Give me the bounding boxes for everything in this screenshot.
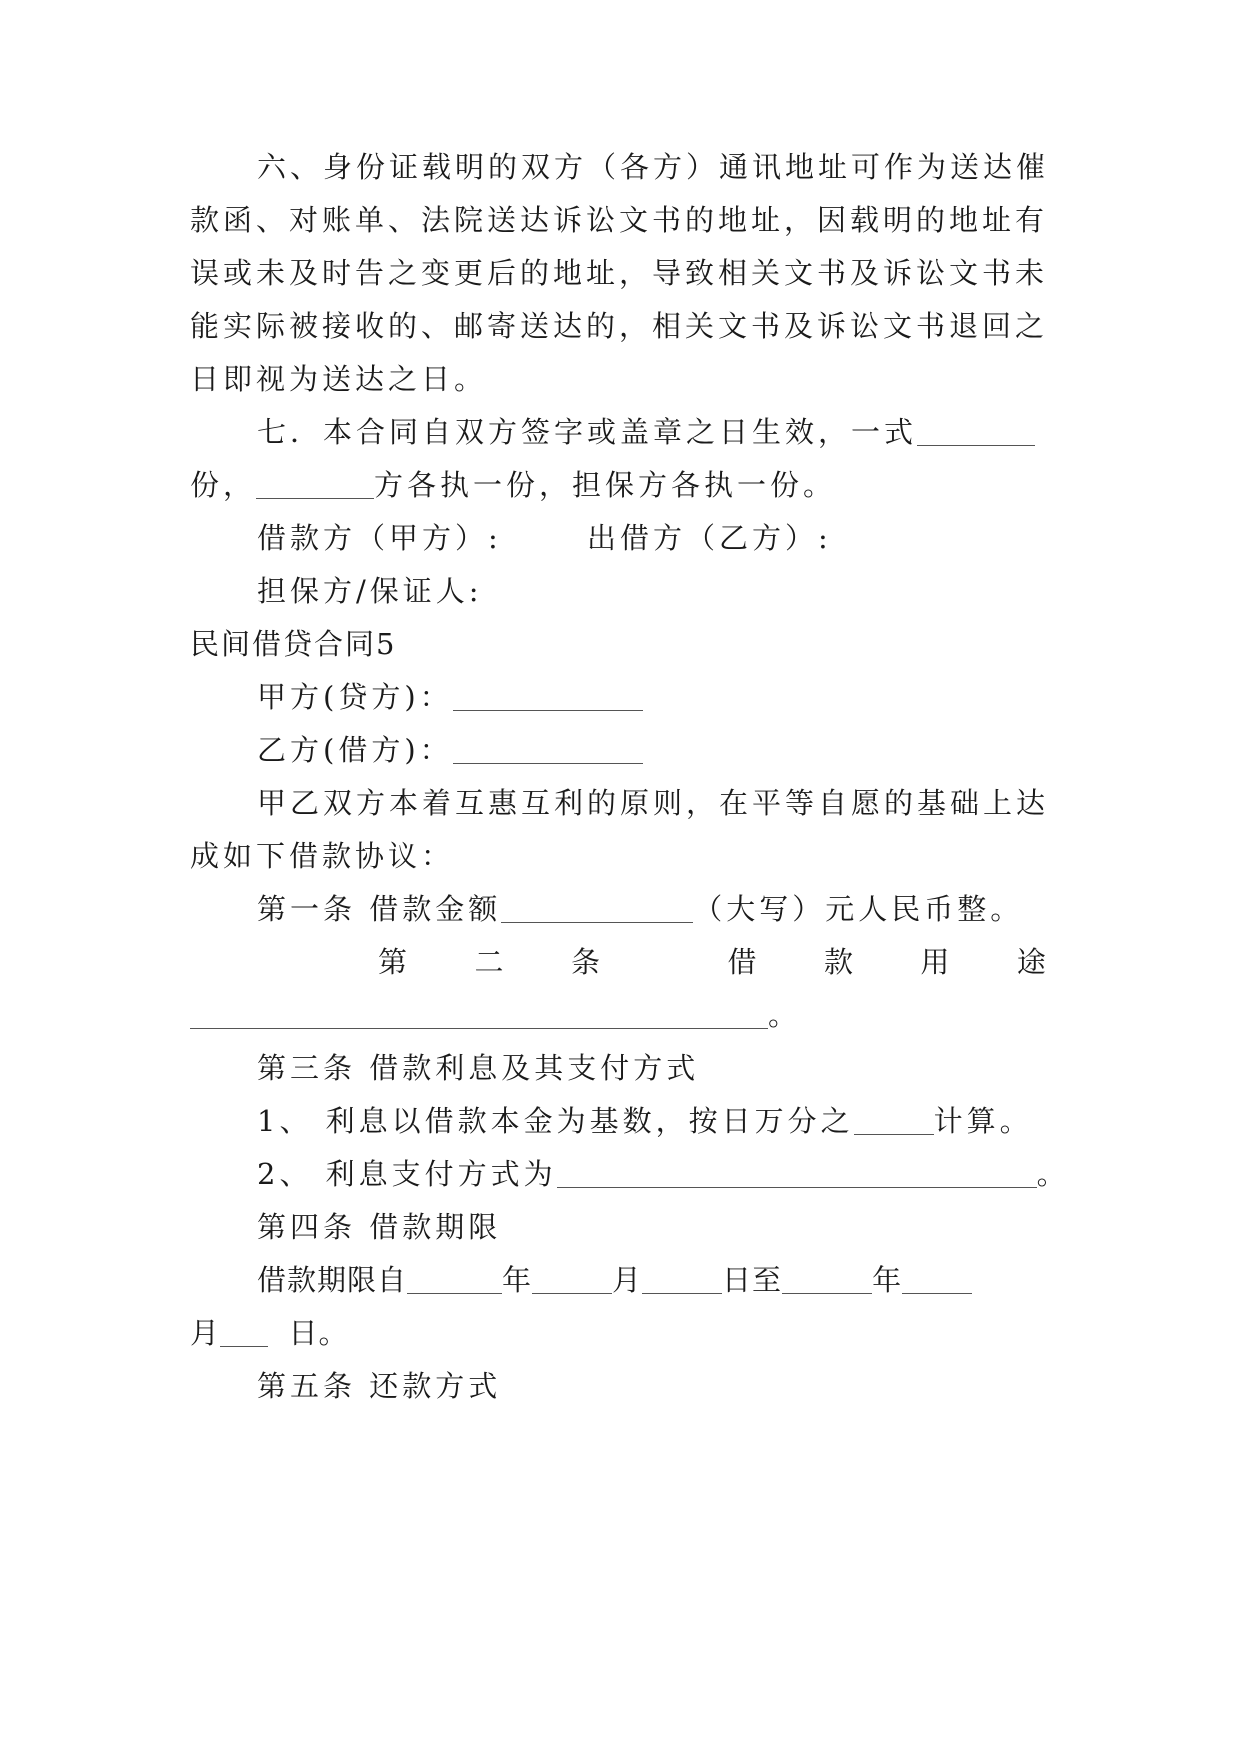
article2-line — [378, 942, 1046, 982]
clause7-text: 七．本合同自双方签字或盖章之日生效，一式 — [257, 415, 918, 449]
month-label: 月 — [190, 1316, 221, 1350]
payment-method-blank — [557, 1161, 1037, 1188]
party-b-label: 乙方(借方)： — [257, 733, 453, 767]
intro-line1: 甲乙双方本着互惠互利的原则，在平等自愿的基础上达 — [257, 786, 1050, 820]
loan-term-line2 — [190, 1313, 1050, 1353]
payment-method-period: 。 — [1036, 1157, 1070, 1191]
start-day-blank — [642, 1267, 722, 1294]
borrower-signature-label: 借款方（甲方）: — [257, 521, 502, 555]
article2-char: 条 — [570, 945, 600, 979]
end-year-blank — [782, 1267, 872, 1294]
party-a-label: 甲方(贷方)： — [257, 680, 453, 714]
start-month-blank — [532, 1267, 612, 1294]
interest-rate-label: 1、 利息以借款本金为基数，按日万分之 — [257, 1104, 854, 1138]
article2-period: 。 — [768, 998, 802, 1032]
payment-method-label: 2、 利息支付方式为 — [257, 1157, 557, 1191]
amount-blank — [501, 896, 693, 923]
contract-title: 民间借贷合同5 — [190, 627, 397, 661]
guarantor-signature-label: 担保方/保证人: — [257, 574, 483, 608]
article2-char: 款 — [823, 945, 853, 979]
article2-purpose-line — [190, 995, 1050, 1035]
year-label: 年 — [872, 1263, 903, 1297]
article1-suffix: （大写）元人民币整。 — [693, 892, 1024, 926]
clause7-line2 — [190, 465, 1050, 505]
clause6-line3: 误或未及时告之变更后的地址，导致相关文书及诉讼文书未 — [190, 256, 1049, 290]
signature-line — [257, 518, 1050, 558]
article5-heading: 第五条 还款方式 — [257, 1369, 502, 1403]
interest-rate-blank — [854, 1108, 934, 1135]
article2-char: 借 — [727, 945, 757, 979]
loan-term-label: 借款期限自 — [257, 1263, 408, 1297]
party-blank — [256, 472, 374, 499]
start-year-blank — [407, 1267, 502, 1294]
article2-char: 用 — [920, 945, 950, 979]
clause6-line4: 能实际被接收的、邮寄送达的，相关文书及诉讼文书退回之 — [190, 309, 1049, 343]
day-label: 日。 — [288, 1316, 349, 1350]
interest-rate-suffix: 计算。 — [933, 1104, 1033, 1138]
party-a-blank — [453, 684, 643, 711]
article2-char: 二 — [474, 945, 504, 979]
article1-label: 第一条 借款金额 — [257, 892, 502, 926]
party-b-line — [257, 730, 1050, 770]
purpose-blank — [190, 1002, 768, 1029]
clause7-each-copy: 方各执一份，担保方各执一份。 — [374, 468, 837, 502]
article3-item1 — [257, 1101, 1050, 1141]
clause7-copies-label: 份， — [190, 468, 257, 502]
clause6-line5: 日即视为送达之日。 — [190, 362, 488, 396]
clause6-line1: 六、身份证载明的双方（各方）通讯地址可作为送达催 — [257, 150, 1050, 184]
day-to-label: 日至 — [722, 1263, 783, 1297]
month-label: 月 — [612, 1263, 643, 1297]
end-day-blank — [220, 1320, 268, 1347]
article1-line — [257, 889, 1087, 929]
article3-heading: 第三条 借款利息及其支付方式 — [257, 1051, 700, 1085]
copies-blank — [917, 419, 1035, 446]
article2-char: 第 — [378, 945, 408, 979]
end-month-blank — [902, 1267, 972, 1294]
party-b-blank — [453, 737, 643, 764]
article2-char: 途 — [1016, 945, 1046, 979]
year-label: 年 — [502, 1263, 533, 1297]
article4-heading: 第四条 借款期限 — [257, 1210, 502, 1244]
loan-term-line1 — [257, 1260, 1050, 1300]
lender-signature-label: 出借方（乙方）: — [587, 521, 832, 555]
clause7-line1 — [257, 412, 1050, 452]
clause6-line2: 款函、对账单、法院送达诉讼文书的地址，因载明的地址有 — [190, 203, 1049, 237]
intro-line2: 成如下借款协议： — [190, 839, 455, 873]
article3-item2 — [257, 1154, 1087, 1194]
party-a-line — [257, 677, 1050, 717]
